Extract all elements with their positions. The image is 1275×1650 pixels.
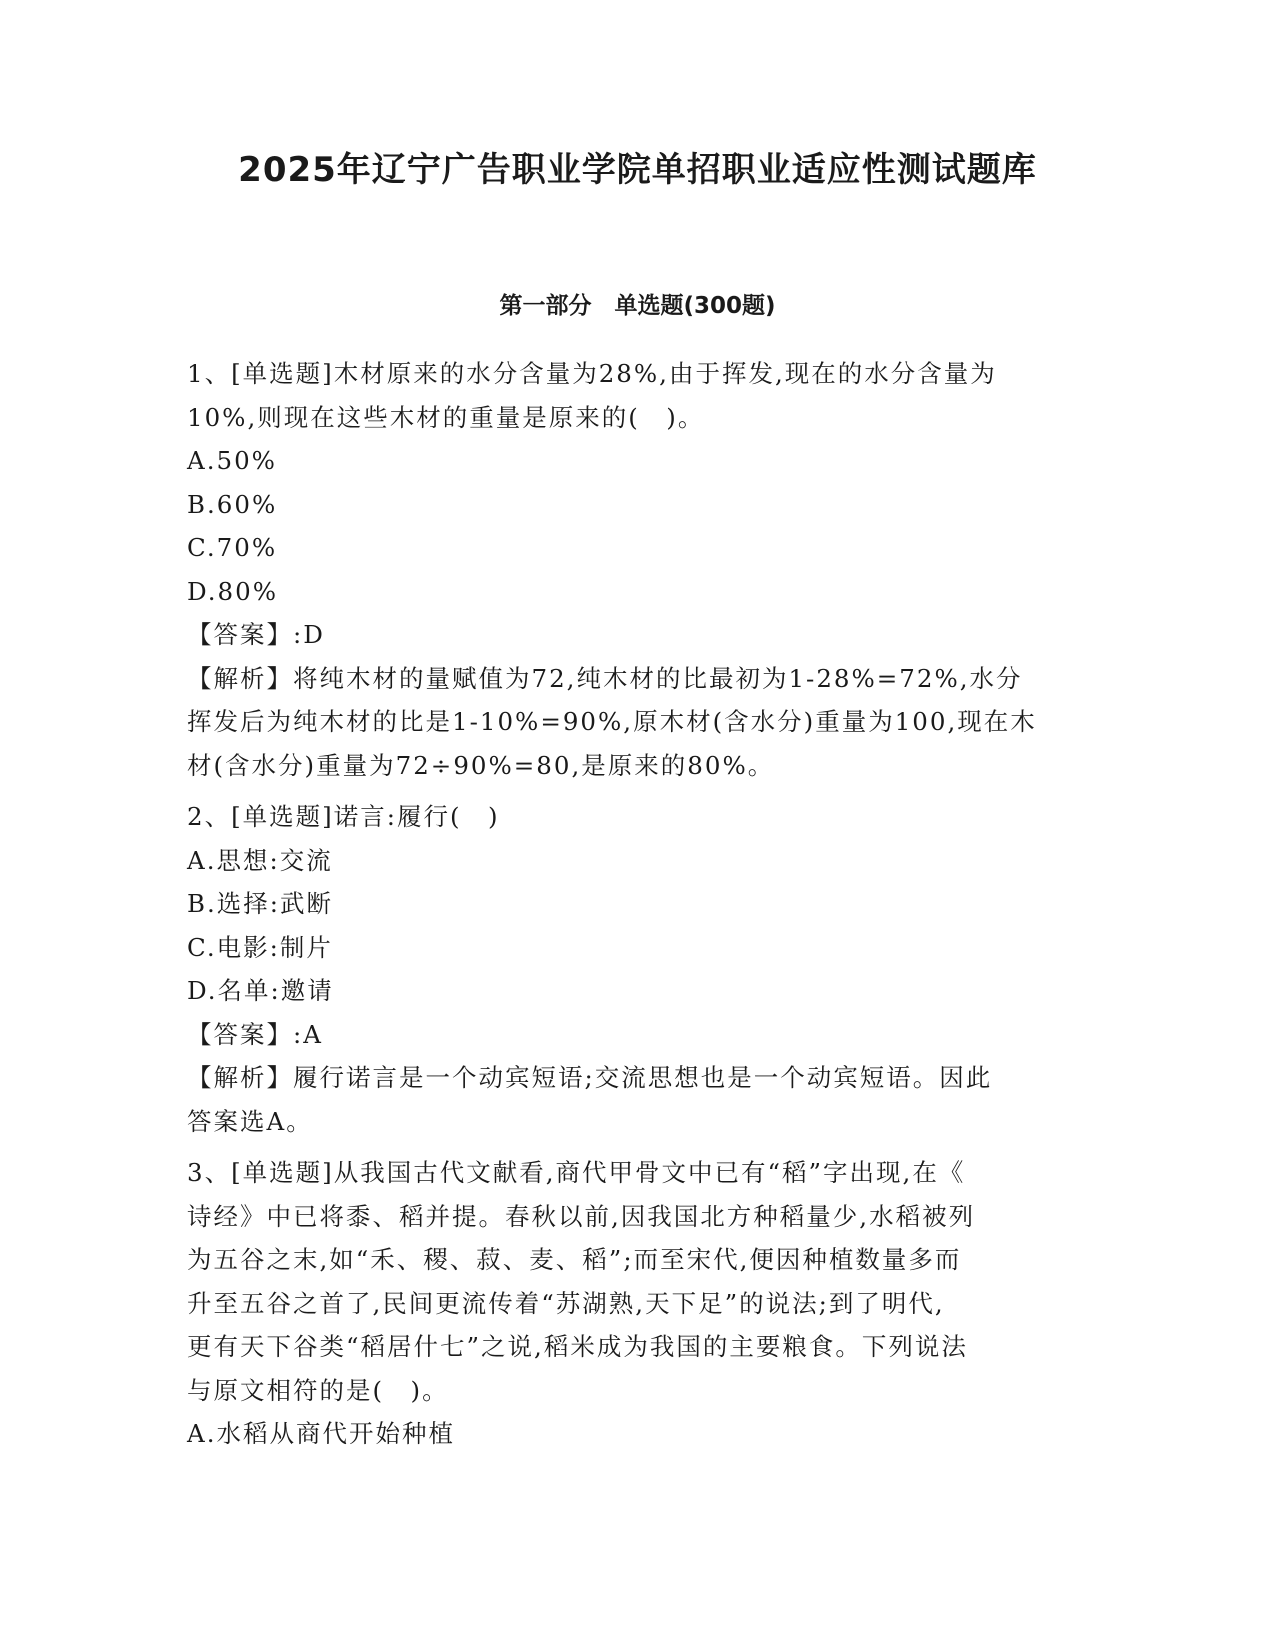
- analysis-line: 答案选A。: [187, 1106, 313, 1136]
- analysis-line: 【解析】履行诺言是一个动宾短语;交流思想也是一个动宾短语。因此: [187, 1063, 993, 1092]
- answer-line: 【答案】:A: [187, 1019, 323, 1049]
- analysis-line: 挥发后为纯木材的比是1-10%=90%,原木材(含水分)重量为100,现在木: [187, 707, 1037, 736]
- question-3: [187, 1151, 1077, 1456]
- option-a: A.思想:交流: [187, 845, 333, 875]
- option-a: A.50%: [187, 446, 277, 475]
- answer-line: 【答案】:D: [187, 620, 325, 649]
- question-stem-line: 更有天下谷类“稻居什七”之说,稻米成为我国的主要粮食。下列说法: [187, 1332, 968, 1361]
- question-stem-line: 3、[单选题]从我国古代文献看,商代甲骨文中已有“稻”字出现,在《: [187, 1158, 966, 1187]
- question-stem-line: 10%,则现在这些木材的重量是原来的( )。: [187, 402, 705, 432]
- question-spacer: [187, 787, 1077, 795]
- option-c: C.电影:制片: [187, 932, 333, 962]
- section-heading: 第一部分 单选题(300题): [499, 293, 776, 319]
- analysis-line: 【解析】将纯木材的量赋值为72,纯木材的比最初为1-28%=72%,水分: [187, 663, 1023, 693]
- option-d: D.名单:邀请: [187, 976, 334, 1005]
- document-title: 2025年辽宁广告职业学院单招职业适应性测试题库: [238, 150, 1037, 190]
- analysis-line: 材(含水分)重量为72÷90%=80,是原来的80%。: [187, 750, 775, 780]
- option-d: D.80%: [187, 576, 279, 606]
- option-c: C.70%: [187, 533, 278, 562]
- option-a: A.水稻从商代开始种植: [187, 1419, 455, 1448]
- question-stem-line: 1、[单选题]木材原来的水分含量为28%,由于挥发,现在的水分含量为: [187, 359, 997, 388]
- question-stem-line: 为五谷之末,如“禾、稷、菽、麦、稻”;而至宋代,便因种植数量多而: [187, 1245, 962, 1274]
- option-b: B.60%: [187, 489, 278, 519]
- question-stem-line: 诗经》中已将黍、稻并提。春秋以前,因我国北方种稻量少,水稻被列: [187, 1201, 976, 1231]
- question-1: [187, 352, 1077, 787]
- question-2: [187, 795, 1077, 1143]
- question-spacer: [187, 1143, 1077, 1151]
- option-b: B.选择:武断: [187, 889, 334, 918]
- question-stem-line: 升至五谷之首了,民间更流传着“苏湖熟,天下足”的说法;到了明代,: [187, 1288, 945, 1318]
- question-stem-line: 2、[单选题]诺言:履行( ): [187, 802, 500, 831]
- question-stem-line: 与原文相符的是( )。: [187, 1375, 449, 1405]
- question-list: [187, 352, 1077, 1456]
